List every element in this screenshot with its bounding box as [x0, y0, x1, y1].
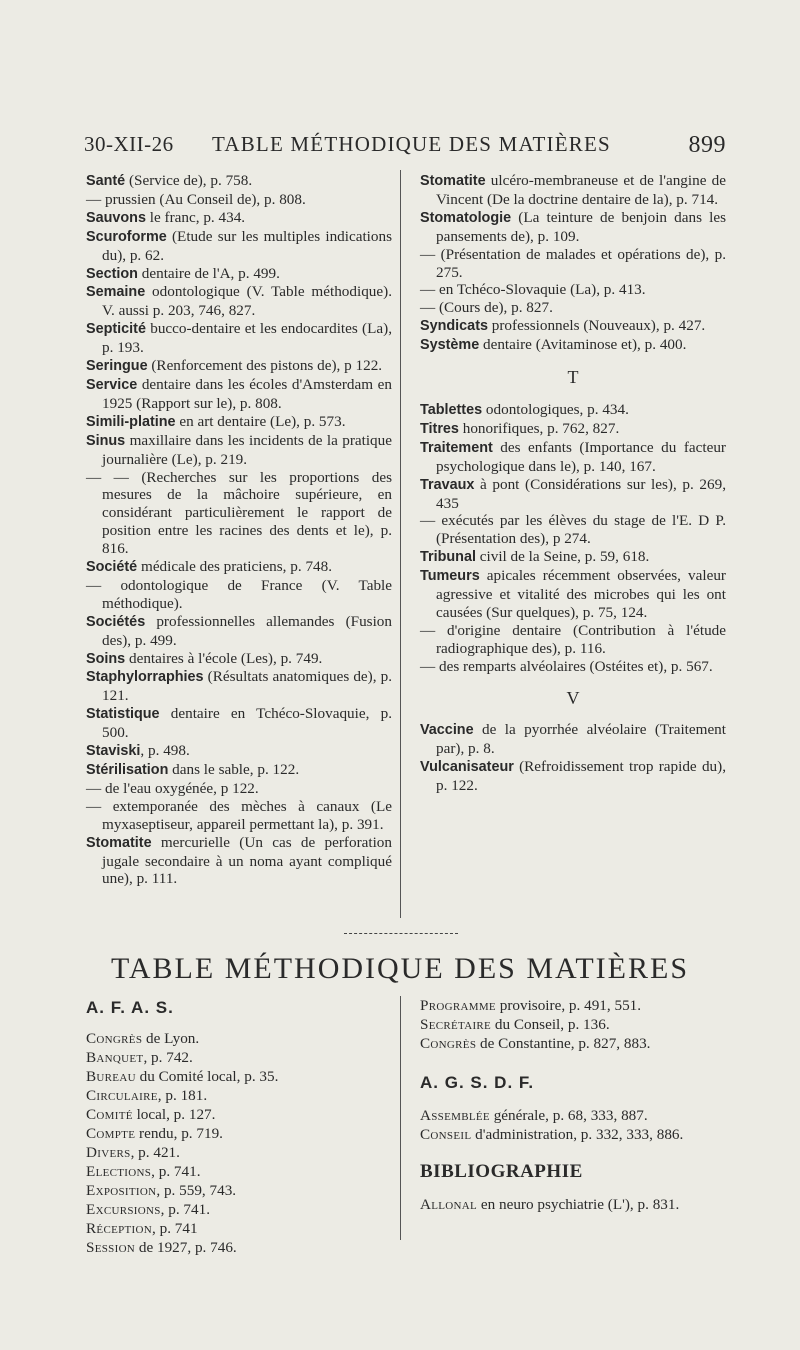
- agsdf-entries: [420, 1106, 726, 1144]
- entry-headword: Titres: [420, 420, 459, 437]
- entry-headword: Stomatologie: [420, 209, 512, 226]
- index-entry: [420, 721, 726, 758]
- entry-headword: Vulcanisateur: [420, 759, 514, 776]
- entry-text: honorifiques, p. 762, 827.: [458, 419, 620, 437]
- entry-headword: Tablettes: [420, 401, 483, 418]
- index-entry: [420, 548, 726, 567]
- entry-headword: Staviski: [86, 743, 141, 760]
- index-entry: [420, 567, 726, 622]
- index-entry: [86, 469, 392, 559]
- entry-headword: Sauvons: [86, 209, 146, 226]
- entry-headword: Allonal: [420, 1196, 478, 1213]
- entry-text: du Comité local, p. 35.: [135, 1068, 279, 1085]
- entry-headword: Réception: [86, 1220, 152, 1237]
- entry-headword: Septicité: [86, 321, 146, 338]
- entry-text: de Constantine, p. 827, 883.: [476, 1035, 651, 1052]
- index-entry: [86, 705, 392, 742]
- entry-headword: Divers: [86, 1144, 131, 1161]
- entry-text: de 1927, p. 746.: [135, 1239, 237, 1256]
- index-entry: [420, 439, 726, 476]
- entry-text: de Lyon.: [142, 1030, 200, 1047]
- entry-text: local, p. 127.: [132, 1106, 216, 1123]
- entry-headword: Secrétaire: [420, 1016, 492, 1033]
- entry-text: , p. 741: [152, 1220, 198, 1237]
- index-entry: [420, 476, 726, 513]
- entry-text: d'administration, p. 332, 333, 886.: [471, 1126, 684, 1143]
- index-entry: [420, 336, 726, 355]
- index-entry: [86, 432, 392, 469]
- entry-text: du Conseil, p. 136.: [491, 1016, 610, 1033]
- index-entry: [86, 376, 392, 413]
- header-title: TABLE MÉTHODIQUE DES MATIÈRES: [212, 132, 611, 156]
- entry-text: provisoire, p. 491, 551.: [495, 997, 642, 1014]
- entry-headword: Congrès: [420, 1035, 477, 1052]
- entry-text: ulcéro-membraneuse et de l'angine de Vincent (De la doctrine dentaire de la), p. 714.: [436, 172, 726, 208]
- index-entry: [86, 1219, 386, 1238]
- index-entry: [86, 742, 392, 761]
- entry-text: (Résultats anatomiques de), p. 121.: [102, 668, 392, 705]
- section-separator: [344, 933, 458, 934]
- entry-headword: Système: [420, 337, 480, 354]
- index-entry: [420, 401, 726, 420]
- index-entry: [86, 1029, 386, 1048]
- entry-headword: Staphylorraphies: [86, 669, 204, 686]
- index-entry: [86, 1143, 386, 1162]
- index-entry: [420, 209, 726, 246]
- index-entry: [420, 317, 726, 336]
- afas-column: [86, 996, 386, 1257]
- index-entry: [420, 1015, 726, 1034]
- entry-text: en art dentaire (Le), p. 573.: [175, 412, 346, 430]
- afas-entries: [86, 1029, 386, 1257]
- entry-text: bucco-dentaire et les endocardites (La), p. 193.: [102, 320, 392, 357]
- entry-headword: Santé: [86, 173, 126, 189]
- entry-headword: Section: [86, 265, 138, 282]
- entry-text: maxillaire dans les incidents de la pratique journalière (Le), p. 219.: [102, 431, 392, 468]
- bibliographie-entries: [420, 1195, 726, 1214]
- header-date: 30-XII-26: [84, 132, 174, 156]
- entry-headword: Seringue: [86, 358, 148, 375]
- index-entry: [86, 1124, 386, 1143]
- entry-headword: Circulaire: [86, 1087, 158, 1104]
- entry-headword: Programme: [420, 997, 496, 1014]
- entry-text: — exécutés par les élèves du stage de l'E. D P. (Présentation des), p 274.: [420, 512, 726, 548]
- entry-text: (Service de), p. 758.: [125, 172, 253, 189]
- index-entry: [86, 283, 392, 320]
- index-entry: [86, 1200, 386, 1219]
- left-column: [86, 172, 392, 888]
- index-entry: [86, 413, 392, 432]
- entry-text: odontologique (V. Table méthodique). V. aussi p. 203, 746, 827.: [102, 283, 392, 320]
- entry-text: — (Présentation de malades et opérations de), p. 275.: [420, 245, 726, 281]
- entry-text: , p. 181.: [157, 1087, 208, 1104]
- entry-text: à pont (Considérations sur les), p. 269, 435: [436, 475, 726, 512]
- entry-text: (Etude sur les multiples indications du), p. 62.: [102, 227, 392, 264]
- entry-text: — en Tchéco-Slovaquie (La), p. 413.: [420, 281, 646, 299]
- entry-text: dentaire de l'A, p. 499.: [137, 264, 280, 282]
- index-entry: [86, 577, 392, 613]
- page-number: 899: [688, 132, 726, 158]
- entry-headword: Elections: [86, 1163, 152, 1180]
- index-entry: [420, 1106, 726, 1125]
- entry-text: de la pyorrhée alvéolaire (Traitement par), p. 8.: [436, 721, 726, 758]
- index-entry: [86, 320, 392, 357]
- index-entry: [86, 357, 392, 376]
- entry-headword: Tumeurs: [420, 568, 480, 585]
- entry-headword: Service: [86, 376, 138, 393]
- entry-text: dentaire dans les écoles d'Amsterdam en 1925 (Rapport sur le), p. 808.: [102, 375, 392, 412]
- entry-text: , p. 741.: [151, 1163, 201, 1180]
- entry-headword: Sociétés: [86, 613, 146, 630]
- entry-text: odontologiques, p. 434.: [482, 400, 629, 418]
- entry-text: (Renforcement des pistons de), p 122.: [147, 357, 383, 375]
- afas-heading: A. F. A. S.: [86, 998, 174, 1017]
- index-entry: [420, 1195, 726, 1214]
- entry-headword: Société: [86, 559, 138, 576]
- entry-text: en neuro psychiatrie (L'), p. 831.: [477, 1196, 680, 1213]
- section-title: TABLE MÉTHODIQUE DES MATIÈRES: [110, 952, 690, 985]
- entry-text: civil de la Seine, p. 59, 618.: [475, 548, 650, 566]
- entry-headword: Congrès: [86, 1030, 143, 1047]
- entry-text: , p. 421.: [130, 1144, 180, 1161]
- entry-text: apicales récemment observées, valeur agressive et vitalité des microbes qui les ont causées (Sur quelques), p. 75, 124.: [436, 567, 726, 621]
- index-entry: [86, 1067, 386, 1086]
- index-entry: [420, 758, 726, 795]
- entry-text: — d'origine dentaire (Contribution à l'étude radiographique des), p. 116.: [420, 621, 726, 657]
- entry-headword: Session: [86, 1239, 136, 1256]
- entry-text: dentaire en Tchéco-Slovaquie, p. 500.: [102, 705, 392, 742]
- entry-text: dentaires à l'école (Les), p. 749.: [125, 649, 323, 667]
- entry-text: , p. 741.: [160, 1201, 210, 1218]
- index-entry: [420, 172, 726, 209]
- entry-headword: Scuroforme: [86, 228, 167, 245]
- entry-headword: Simili-platine: [86, 413, 176, 430]
- entry-text: professionnels (Nouveaux), p. 427.: [487, 317, 706, 335]
- entry-headword: Exposition: [86, 1182, 157, 1199]
- index-entry: [86, 780, 392, 798]
- index-entry: [86, 558, 392, 577]
- index-entry: [86, 228, 392, 265]
- entry-headword: Bureau: [86, 1068, 136, 1085]
- entry-text: — — (Recherches sur les proportions des mesures de la mâchoire supérieure, en considérant particulièrement le rapport de position entre les racines des dents et le), p. 816.: [86, 468, 392, 558]
- index-entry: [86, 1086, 386, 1105]
- index-entry: [86, 650, 392, 669]
- entry-text: — de l'eau oxygénée, p 122.: [86, 779, 259, 797]
- index-entry: [86, 1048, 386, 1067]
- index-entry: [86, 668, 392, 705]
- entry-headword: Excursions: [86, 1201, 161, 1218]
- index-entry: [86, 1162, 386, 1181]
- index-entry: [86, 761, 392, 780]
- entry-headword: Soins: [86, 650, 126, 667]
- entry-text: (Refroidissement trop rapide du), p. 122.: [436, 758, 726, 795]
- entry-text: rendu, p. 719.: [135, 1125, 223, 1142]
- entry-headword: Tribunal: [420, 549, 476, 566]
- entry-text: , p. 559, 743.: [156, 1182, 237, 1199]
- index-entry: [420, 420, 726, 439]
- index-entry: [86, 798, 392, 834]
- entry-headword: Semaine: [86, 284, 146, 301]
- entry-headword: Stomatite: [86, 834, 152, 851]
- right-column: [420, 172, 726, 795]
- entry-text: — extemporanée des mèches à canaux (Le myxaseptiseur, appareil permettant la), p. 391.: [86, 797, 392, 833]
- index-entry: [420, 1034, 726, 1053]
- entry-headword: Syndicats: [420, 318, 488, 335]
- bibliographie-heading: BIBLIOGRAPHIE: [420, 1161, 583, 1182]
- index-entry: [86, 1238, 386, 1257]
- entry-text: , p. 742.: [143, 1049, 193, 1066]
- column-divider-bottom: [400, 996, 401, 1240]
- index-entry: [420, 622, 726, 658]
- entry-headword: Compte: [86, 1125, 136, 1142]
- right-bottom-column: [420, 996, 726, 1214]
- entry-text: — prussien (Au Conseil de), p. 808.: [86, 190, 306, 208]
- index-entry: [86, 209, 392, 228]
- entry-text: professionnelles allemandes (Fusion des), p. 499.: [102, 612, 392, 649]
- index-entry: [420, 246, 726, 282]
- index-entry: [420, 299, 726, 317]
- entry-text: dentaire (Avitaminose et), p. 400.: [479, 336, 687, 354]
- entry-headword: Travaux: [420, 476, 475, 493]
- index-entry: [86, 613, 392, 650]
- entry-text: — odontologique de France (V. Table méthodique).: [86, 576, 392, 612]
- entry-text: générale, p. 68, 333, 887.: [489, 1107, 648, 1124]
- entry-headword: Sinus: [86, 432, 126, 449]
- entry-text: , p. 498.: [140, 742, 190, 760]
- index-entry: [420, 1125, 726, 1144]
- entry-text: (La teinture de benjoin dans les pansements de), p. 109.: [436, 208, 726, 245]
- entry-headword: Stomatite: [420, 173, 486, 189]
- entry-headword: Vaccine: [420, 722, 474, 739]
- column-divider: [400, 170, 401, 918]
- index-entry: [86, 834, 392, 889]
- entry-headword: Assemblée: [420, 1107, 490, 1124]
- entry-text: — (Cours de), p. 827.: [420, 299, 553, 317]
- index-entry: [420, 996, 726, 1015]
- entry-headword: Comité: [86, 1106, 133, 1123]
- index-entry: [86, 172, 392, 191]
- index-entry: [420, 658, 726, 676]
- index-entry: [420, 281, 726, 299]
- entry-headword: Stérilisation: [86, 762, 169, 778]
- afas-continued-entries: [420, 996, 726, 1053]
- index-entry: [86, 1181, 386, 1200]
- entry-text: le franc, p. 434.: [145, 208, 246, 226]
- index-entry: [420, 512, 726, 548]
- letter-heading-t: T: [567, 367, 579, 388]
- entry-text: médicale des praticiens, p. 748.: [137, 558, 333, 576]
- entry-headword: Conseil: [420, 1126, 472, 1143]
- entry-headword: Statistique: [86, 706, 160, 723]
- entry-headword: Traitement: [420, 439, 493, 456]
- index-entry: [86, 191, 392, 209]
- entry-text: — des remparts alvéolaires (Ostéites et), p. 567.: [420, 657, 713, 675]
- running-header: [84, 128, 734, 162]
- index-entry: [86, 265, 392, 284]
- entry-text: mercurielle (Un cas de perforation jugale secondaire à un noma ayant compliqué une), p. 111.: [102, 833, 392, 888]
- entry-headword: Banquet: [86, 1049, 144, 1066]
- letter-heading-v: V: [566, 687, 580, 708]
- agsdf-heading: A. G. S. D. F.: [420, 1073, 535, 1092]
- entry-text: dans le sable, p. 122.: [168, 761, 300, 778]
- entry-text: des enfants (Importance du facteur psychologique dans le), p. 140, 167.: [436, 438, 726, 475]
- index-entry: [86, 1105, 386, 1124]
